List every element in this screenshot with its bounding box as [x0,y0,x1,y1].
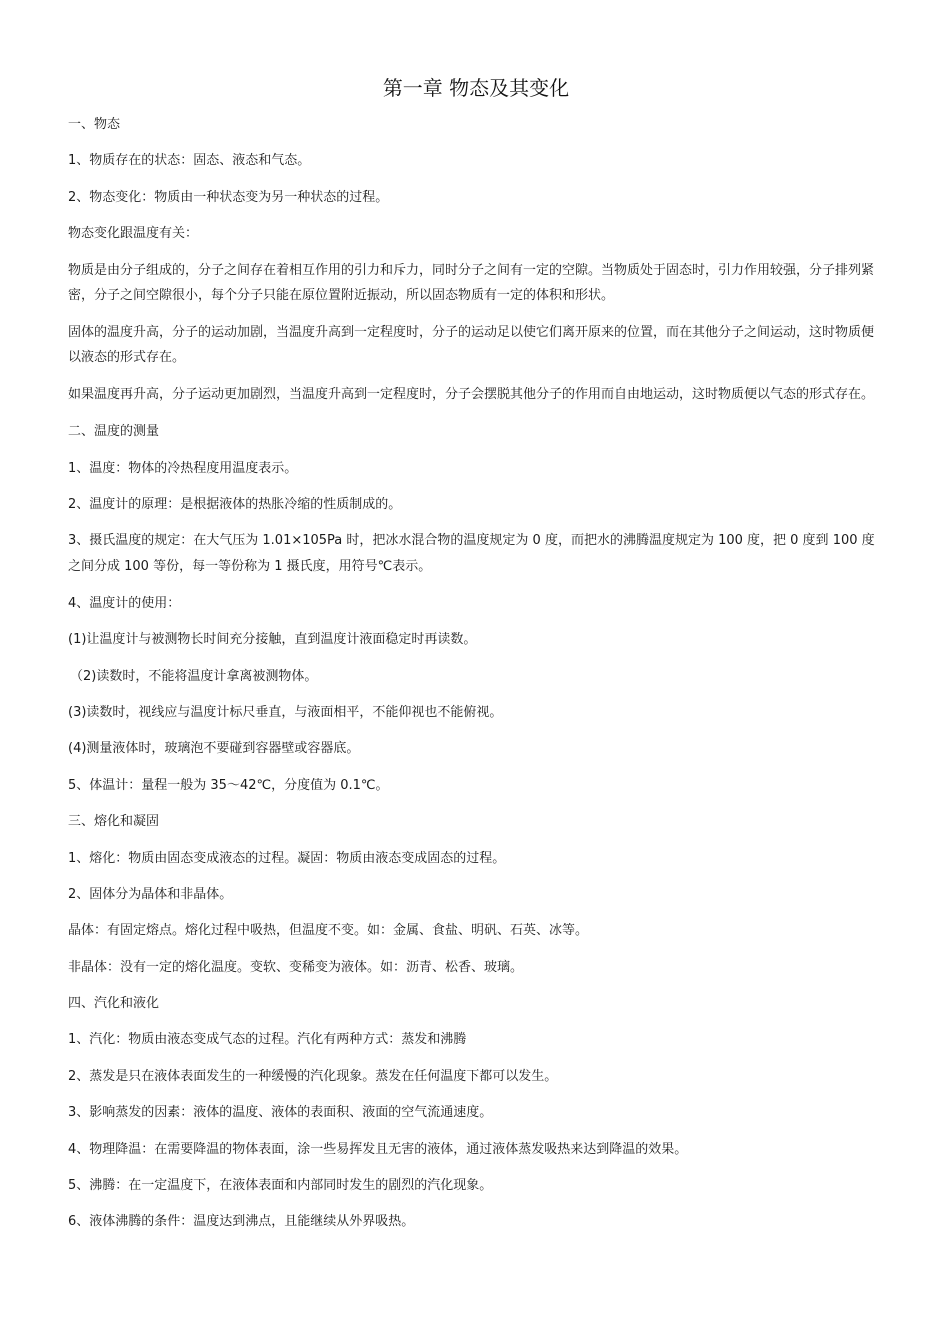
paragraph: 固体的温度升高，分子的运动加剧，当温度升高到一定程度时，分子的运动足以使它们离开原来的位置，而在其他分子之间运动，这时物质便以液态的形式存在。 [68,324,875,366]
paragraph: 3、摄氏温度的规定：在大气压为 1.01×105Pa 时，把冰水混合物的温度规定为 0 度，而把水的沸腾温度规定为 100 度，把 0 度到 100 度之间分成 100 等份，每一等份称为 1 摄氏度，用符号℃表示。 [68,533,875,574]
paragraph: 如果温度再升高，分子运动更加剧烈，当温度升高到一定程度时，分子会摆脱其他分子的作用而自由地运动，这时物质便以气态的形式存在。 [68,387,875,403]
paragraph: （2)读数时，不能将温度计拿离被测物体。 [70,668,318,684]
paragraph: 2、蒸发是只在液体表面发生的一种缓慢的汽化现象。蒸发在任何温度下都可以发生。 [68,1068,558,1084]
section-heading: 四、汽化和液化 [68,996,160,1012]
paragraph: 5、体温计：量程一般为 35～42℃，分度值为 0.1℃。 [68,777,389,793]
paragraph: 晶体：有固定熔点。熔化过程中吸热，但温度不变。如：金属、食盐、明矾、石英、冰等。 [68,923,589,939]
section-heading: 一、物态 [68,117,121,132]
page-title: 第一章 物态及其变化 [382,76,570,100]
section-heading: 二、温度的测量 [68,424,160,440]
document-page [68,70,884,1246]
paragraph: 2、物态变化：物质由一种状态变为另一种状态的过程。 [68,189,389,205]
paragraph: 4、物理降温：在需要降温的物体表面，涂一些易挥发且无害的液体，通过液体蒸发吸热来达到降温的效果。 [68,1141,688,1157]
section-heading: 三、熔化和凝固 [68,814,160,830]
paragraph: 物态变化跟温度有关： [68,226,199,242]
paragraph: 1、汽化：物质由液态变成气态的过程。汽化有两种方式：蒸发和沸腾 [68,1032,467,1048]
paragraph: 2、固体分为晶体和非晶体。 [68,886,233,902]
paragraph: 1、熔化：物质由固态变成液态的过程。凝固：物质由液态变成固态的过程。 [68,850,506,866]
paragraph: (4)测量液体时，玻璃泡不要碰到容器壁或容器底。 [68,741,360,757]
paragraph: 1、物质存在的状态：固态、液态和气态。 [68,153,311,169]
paragraph: 5、沸腾：在一定温度下，在液体表面和内部同时发生的剧烈的汽化现象。 [68,1178,493,1194]
paragraph: (1)让温度计与被测物长时间充分接触，直到温度计液面稳定时再读数。 [68,632,477,648]
paragraph: 2、温度计的原理：是根据液体的热胀冷缩的性质制成的。 [68,497,402,513]
paragraph: 6、液体沸腾的条件：温度达到沸点，且能继续从外界吸热。 [68,1214,415,1230]
paragraph: (3)读数时，视线应与温度计标尺垂直，与液面相平，不能仰视也不能俯视。 [68,704,503,720]
paragraph: 非晶体：没有一定的熔化温度。变软、变稀变为液体。如：沥青、松香、玻璃。 [68,959,524,975]
paragraph: 3、影响蒸发的因素：液体的温度、液体的表面积、液面的空气流通速度。 [68,1105,493,1121]
paragraph: 4、温度计的使用： [68,595,181,611]
paragraph: 物质是由分子组成的，分子之间存在着相互作用的引力和斥力，同时分子之间有一定的空隙。当物质处于固态时，引力作用较强，分子排列紧密，分子之间空隙很小，每个分子只能在原位置附近振动，所以固态物质有一定的体积和形状。 [68,262,875,304]
paragraph: 1、温度：物体的冷热程度用温度表示。 [68,460,298,476]
